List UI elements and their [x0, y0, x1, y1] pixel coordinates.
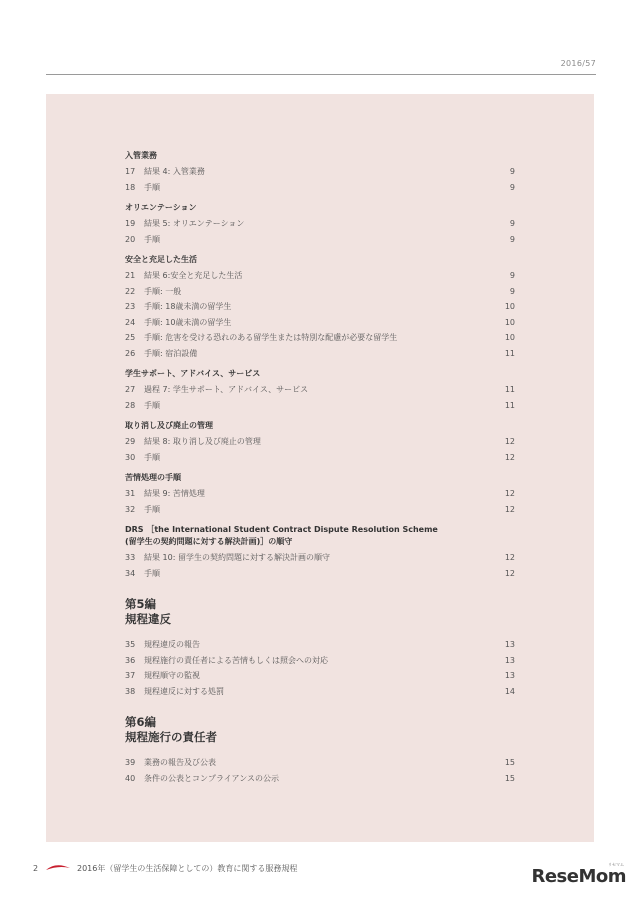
entry-page: 12 — [504, 568, 515, 578]
toc-entry[interactable] — [125, 284, 515, 300]
entry-title: 結果 9: 苦情処理 — [144, 489, 205, 498]
entry-title: 手順 — [144, 568, 160, 578]
entry-number: 19 — [125, 219, 136, 228]
section-heading — [125, 470, 515, 486]
toc-entry[interactable] — [125, 755, 515, 771]
section-heading — [125, 148, 515, 164]
entry-page: 15 — [504, 773, 515, 783]
section-heading-text: 安全と充足した生活 — [125, 255, 197, 264]
entry-title: 手順: 一般 — [144, 286, 182, 296]
entry-title: 規程違反に対する処罰 — [144, 686, 224, 696]
entry-number: 23 — [125, 302, 136, 311]
entry-number: 40 — [125, 773, 136, 783]
entry-title: 規程順守の監視 — [144, 671, 200, 680]
entry-title: 結果 10: 留学生の契約問題に対する解決計画の順守 — [144, 553, 330, 562]
entry-page: 12 — [504, 452, 515, 462]
page-number: 2 — [33, 863, 39, 873]
entry-title: 条件の公表とコンプライアンスの公示 — [144, 773, 279, 783]
top-rule — [46, 74, 596, 75]
entry-page: 12 — [504, 489, 515, 498]
entry-number: 35 — [125, 640, 136, 649]
entry-number: 17 — [125, 167, 136, 176]
toc-entry[interactable] — [125, 299, 515, 315]
toc-entry[interactable] — [125, 315, 515, 331]
entry-page: 9 — [509, 234, 515, 244]
section-heading-text-line2: (留学生の契約問題に対する解決計画)］の順守 — [125, 537, 293, 546]
entry-number: 29 — [125, 437, 136, 446]
entry-page: 9 — [509, 286, 515, 296]
page-footer — [33, 861, 297, 875]
entry-title: 規程施行の責任者による苦情もしくは照会への対応 — [144, 655, 328, 665]
entry-title: 手順 — [144, 452, 160, 462]
toc-entry[interactable] — [125, 268, 515, 284]
toc-entry[interactable] — [125, 346, 515, 362]
entry-title: 過程 7: 学生サポート、アドバイス、サービス — [144, 385, 309, 394]
entry-page: 11 — [504, 348, 515, 358]
toc-entry[interactable] — [125, 330, 515, 346]
entry-title: 手順: 18歳未満の留学生 — [144, 302, 232, 311]
toc-entry[interactable] — [125, 653, 515, 669]
entry-title: 手順: 宿泊設備 — [144, 348, 198, 358]
section-heading — [125, 522, 515, 550]
toc-entry[interactable] — [125, 450, 515, 466]
toc-entry[interactable] — [125, 771, 515, 787]
toc-entry[interactable] — [125, 434, 515, 450]
toc-entry[interactable] — [125, 637, 515, 653]
entry-number: 31 — [125, 489, 136, 498]
entry-title: 結果 5: オリエンテーション — [144, 219, 245, 228]
entry-page: 9 — [509, 167, 515, 176]
toc-entry[interactable] — [125, 486, 515, 502]
toc-entry[interactable] — [125, 180, 515, 196]
entry-title: 結果 8: 取り消し及び廃止の管理 — [144, 437, 261, 446]
entry-number: 32 — [125, 504, 136, 514]
toc-entry[interactable] — [125, 684, 515, 700]
entry-number: 27 — [125, 385, 136, 394]
section-heading-text: 入管業務 — [125, 151, 157, 160]
document-title: 2016年（留学生の生活保障としての）教育に関する服務規程 — [77, 863, 298, 873]
toc-entry[interactable] — [125, 216, 515, 232]
entry-page: 10 — [504, 333, 515, 342]
entry-number: 37 — [125, 671, 136, 680]
entry-title: 手順 — [144, 182, 160, 192]
entry-title: 手順: 危害を受ける恐れのある留学生または特別な配慮が必要な留学生 — [144, 333, 398, 342]
section-heading-text: 学生サポート、アドバイス、サービス — [125, 369, 261, 378]
entry-number: 28 — [125, 400, 136, 410]
entry-page: 11 — [504, 400, 515, 410]
part-title: 規程違反 — [125, 612, 171, 626]
entry-page: 10 — [504, 302, 515, 311]
section-heading — [125, 418, 515, 434]
toc-entry[interactable] — [125, 382, 515, 398]
resemom-logo: ReseMom — [531, 866, 626, 887]
entry-page: 9 — [509, 182, 515, 192]
page-code: 2016/57 — [560, 59, 596, 68]
entry-title: 手順 — [144, 400, 160, 410]
section-heading — [125, 366, 515, 382]
entry-number: 22 — [125, 286, 136, 296]
entry-title: 手順: 10歳未満の留学生 — [144, 317, 232, 327]
toc-entry[interactable] — [125, 502, 515, 518]
entry-page: 13 — [504, 640, 515, 649]
entry-page: 14 — [504, 686, 515, 696]
toc-entry[interactable] — [125, 232, 515, 248]
part-heading — [125, 597, 515, 627]
entry-number: 33 — [125, 553, 136, 562]
toc-entry[interactable] — [125, 398, 515, 414]
part-title: 規程施行の責任者 — [125, 730, 217, 744]
section-heading-text: 取り消し及び廃止の管理 — [125, 421, 213, 430]
entry-title: 結果 4: 入管業務 — [144, 167, 205, 176]
entry-number: 25 — [125, 333, 136, 342]
section-heading-text: オリエンテーション — [125, 203, 197, 212]
section-heading — [125, 200, 515, 216]
entry-page: 15 — [504, 758, 515, 767]
entry-number: 24 — [125, 317, 136, 327]
entry-number: 30 — [125, 452, 136, 462]
entry-title: 業務の報告及び公表 — [144, 758, 216, 767]
entry-page: 12 — [504, 504, 515, 514]
entry-page: 11 — [504, 385, 515, 394]
part-number: 第6編 — [125, 715, 157, 729]
entry-number: 21 — [125, 271, 136, 280]
section-heading — [125, 252, 515, 268]
entry-title: 規程違反の報告 — [144, 640, 200, 649]
entry-page: 12 — [504, 553, 515, 562]
entry-page: 10 — [504, 317, 515, 327]
section-heading-text: 苦情処理の手順 — [125, 473, 181, 482]
toc-entry[interactable] — [125, 550, 515, 566]
entry-number: 38 — [125, 686, 136, 696]
entry-page: 12 — [504, 437, 515, 446]
part-heading — [125, 715, 515, 745]
entry-title: 手順 — [144, 504, 160, 514]
section-heading-text: DRS ［the International Student Contract Dispute Resolution Scheme — [125, 525, 438, 534]
entry-title: 結果 6:安全と充足した生活 — [144, 271, 243, 280]
entry-page: 9 — [509, 219, 515, 228]
entry-title: 手順 — [144, 234, 160, 244]
logo-subtext: リセマム — [608, 862, 624, 867]
entry-number: 20 — [125, 234, 136, 244]
part-number: 第5編 — [125, 597, 157, 611]
entry-number: 34 — [125, 568, 136, 578]
entry-page: 13 — [504, 671, 515, 680]
table-of-contents — [125, 148, 515, 786]
entry-number: 18 — [125, 182, 136, 192]
toc-entry[interactable] — [125, 668, 515, 684]
entry-page: 13 — [504, 655, 515, 665]
toc-entry[interactable] — [125, 566, 515, 582]
entry-number: 36 — [125, 655, 136, 665]
entry-page: 9 — [509, 271, 515, 280]
swoosh-logo-icon — [45, 863, 71, 873]
entry-number: 39 — [125, 758, 136, 767]
entry-number: 26 — [125, 348, 136, 358]
toc-entry[interactable] — [125, 164, 515, 180]
